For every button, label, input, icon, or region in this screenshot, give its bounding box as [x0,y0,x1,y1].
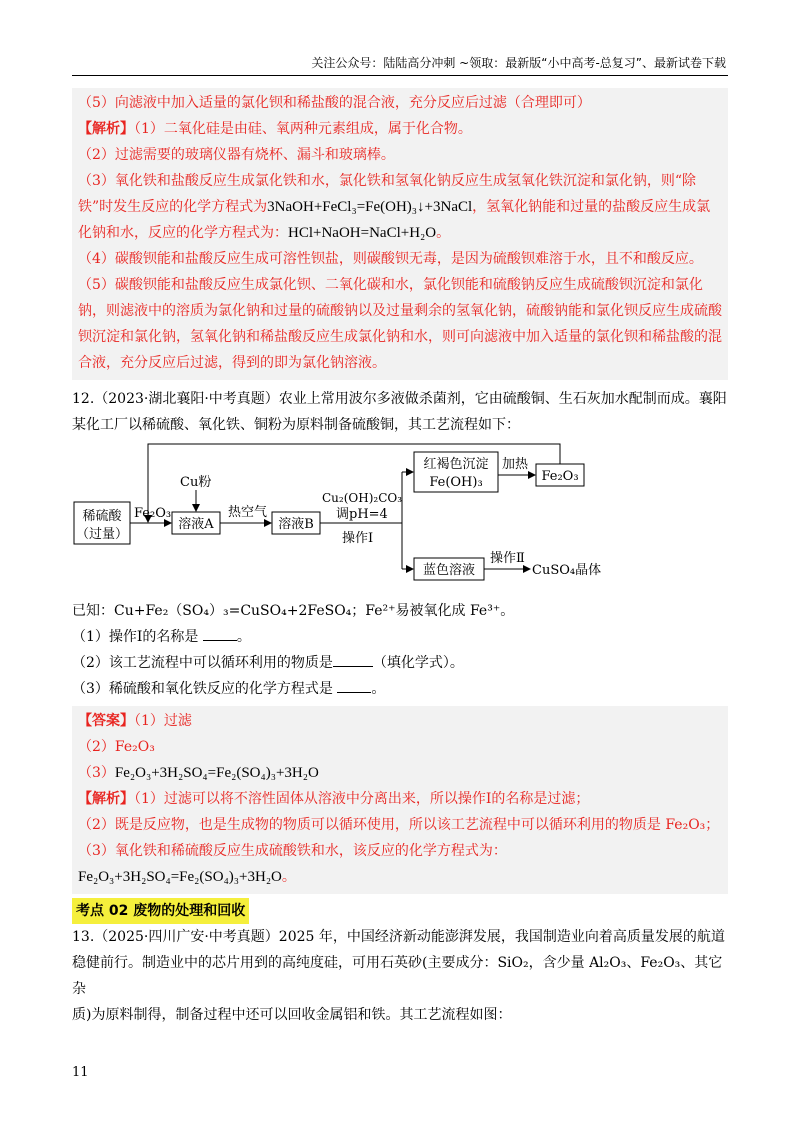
analysis-line-8: 钠，则滤液中的溶质为氯化钠和过量的硫酸钠以及过量剩余的氢氧化钠，硫酸钠能和氯化钡反应生成硫酸 [78,303,722,319]
label-operation-2: 操作Ⅱ [490,551,525,566]
analysis-line-6: （4）碳酸钡能和盐酸反应生成可溶性钡盐，则碳酸钡无毒，是因为硫酸钡难溶于水，且不和酸反应。 [78,251,703,267]
label-acid-2: （过量） [75,527,129,542]
analysis-line-4 [78,194,722,220]
question-12-part-2 [72,650,728,676]
label-fe2o3-product: Fe₂O₃ [541,469,579,484]
question-13-line-1: 13.（2025·四川广安·中考真题）2025 年，中国经济新动能澎湃发展，我国制造业向着高质量发展的航道 [72,929,725,945]
section-heading: 考点 02 废物的处理和回收 [72,898,249,924]
question-12-part-3 [72,676,728,702]
analysis-12-text-3b: 。 [281,869,296,885]
answer-blank-2[interactable] [333,652,373,667]
page-header: 关注公众号：陆陆高分冲刺 ~领取：最新版“小中高考-总复习”、最新试卷下载 [311,56,726,70]
analysis-12-line-3 [78,838,722,890]
answer-12-line-1 [78,708,722,734]
label-heat: 加热 [502,457,529,472]
analysis-line-9: 钡沉淀和氯化钠，氢氧化钠和稀盐酸反应生成氯化钠和水，则可向滤液中加入适量的氯化钡和稀盐酸的混 [78,329,722,345]
analysis-line-1 [78,116,722,142]
answer-12-line-3 [78,760,722,786]
analysis-line-10: 合液，充分反应后过滤，得到的即为氯化钠溶液。 [78,355,386,371]
solution-box-11 [72,88,728,380]
answer-12-line-2: （2）Fe₂O₃ [78,739,155,755]
q12-part1-text: （1）操作Ⅰ的名称是 [72,629,199,645]
equation-hcl-naoh: HCl+NaOH=NaCl+H₂O [288,225,437,241]
label-cu-powder: Cu粉 [180,475,212,490]
equation-fe2o3-h2so4-answer: Fe₂O₃+3H₂SO₄=Fe₂(SO₄)₃+3H₂O [114,765,319,781]
answer-tag: 【答案】 [78,713,134,729]
analysis-line-2: （2）过滤需要的玻璃仪器有烧杯、漏斗和玻璃棒。 [78,147,395,163]
analysis-tag: 【解析】 [78,121,134,137]
q12-part2-end: （填化学式）。 [372,655,464,671]
question-12-line-2: 某化工厂以稀硫酸、氧化铁、铜粉为原料制备硫酸铜，其工艺流程如下： [72,417,520,433]
q12-part2-text: （2）该工艺流程中可以循环利用的物质是 [72,655,333,671]
answer-12-text-1: （1）过滤 [134,713,192,729]
analysis-text-5b: 。 [436,225,451,241]
label-operation-1: 操作Ⅰ [342,531,374,546]
analysis-line-3: （3）氧化铁和盐酸反应生成氯化铁和水，氯化铁和氢氧化钠反应生成氢氧化铁沉淀和氯化钠，则“除 [78,173,697,189]
answer-blank-1[interactable] [203,626,237,641]
question-13-line-3: 质)为原料制得，制备过程中还可以回收金属铝和铁。其工艺流程如图： [72,1007,512,1023]
process-flow-diagram [72,442,728,592]
question-13-line-2: 稳健前行。制造业中的芯片用到的高纯度硅，可用石英砂(主要成分：SiO₂，含少量 Al₂O₃、Fe₂O₃、其它杂 [72,955,723,997]
answer-12-text-3: （3） [78,765,115,781]
analysis-text-5a: 化钠和水，反应的化学方程式为： [78,225,288,241]
label-reagent-1: Cu₂(OH)₂CO₃ [322,491,403,505]
known-line: 已知：Cu+Fe₂（SO₄）₃=CuSO₄+2FeSO₄；Fe²⁺易被氧化成 Fe³⁺。 [72,603,515,619]
q12-part1-end: 。 [236,629,251,645]
label-red-precipitate-1: 红褐色沉淀 [423,457,489,472]
flow-svg [72,442,728,592]
page-content [72,88,728,1028]
label-acid-1: 稀硫酸 [82,509,122,524]
page-number: 11 [72,1065,89,1080]
analysis-12-text-1: （1）过滤可以将不溶性固体从溶液中分离出来，所以操作Ⅰ的名称是过滤； [134,791,590,807]
analysis-text-1: （1）二氧化硅是由硅、氧两种元素组成，属于化合物。 [134,121,472,137]
label-crystal: CuSO₄晶体 [532,563,602,578]
header-rule [72,75,728,76]
answer-blank-3[interactable] [337,678,371,693]
analysis-12-tag: 【解析】 [78,791,134,807]
label-fe2o3-input: Fe₂O₃ [134,506,172,521]
q12-part3-end: 。 [371,681,386,697]
answer-line-5: （5）向滤液中加入适量的氯化钡和稀盐酸的混合液，充分反应后过滤（合理即可） [78,95,591,111]
label-blue-solution: 蓝色溶液 [422,563,476,578]
equation-fe2o3-h2so4-analysis: Fe₂O₃+3H₂SO₄=Fe₂(SO₄)₃+3H₂O [78,869,282,885]
analysis-12-text-3a: （3）氧化铁和稀硫酸反应生成硫酸铁和水，该反应的化学方程式为： [78,843,507,859]
question-12-part-1 [72,624,728,650]
analysis-text-4b: ，氢氧化钠能和过量的盐酸反应生成氯 [472,199,711,215]
label-red-precipitate-2: Fe(OH)₃ [429,475,483,490]
section-heading-line [72,898,728,924]
analysis-text-4a: 铁”时发生反应的化学方程式为 [78,199,268,215]
analysis-12-line-2: （2）既是反应物，也是生成物的物质可以循环使用，所以该工艺流程中可以循环利用的物质是 Fe₂O₃； [78,817,720,833]
q12-part3-text: （3）稀硫酸和氧化铁反应的化学方程式是 [72,681,333,697]
analysis-line-5 [78,220,722,246]
question-12-line-1: 12.（2023·湖北襄阳·中考真题）农业上常用波尔多液做杀菌剂，它由硫酸铜、生石灰加水配制而成。襄阳 [72,391,727,407]
solution-box-12 [72,706,728,894]
analysis-line-7: （5）碳酸钡能和盐酸反应生成氯化钡、二氧化碳和水，氯化钡能和硫酸钠反应生成硫酸钡沉淀和氯化 [78,277,703,293]
label-reagent-2: 调pH=4 [336,507,388,522]
equation-naoh-fecl3: 3NaOH+FeCl₃=Fe(OH)₃↓+3NaCl [267,199,473,215]
analysis-12-line-1 [78,786,722,812]
label-solution-b: 溶液B [278,517,314,532]
label-solution-a: 溶液A [178,517,214,532]
label-hot-air: 热空气 [228,505,268,520]
